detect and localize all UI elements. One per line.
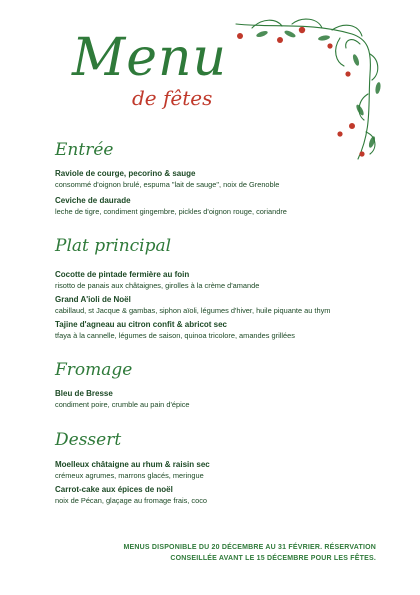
- dish-description: tfaya à la cannelle, légumes de saison, quinoa tricolore, amandes grillées: [55, 331, 295, 340]
- menu-title: Menu: [72, 28, 227, 88]
- dish-description: cabillaud, st Jacque & gambas, siphon aïoli, légumes d'hiver, huile piquante au thym: [55, 306, 331, 315]
- dish-description: noix de Pécan, glaçage au fromage frais, coco: [55, 496, 208, 505]
- dish-name: Cocotte de pintade fermière au foin: [55, 270, 190, 279]
- dish-name: Grand A'ioli de Noël: [55, 295, 131, 304]
- dish-description: crémeux agrumes, marrons glacés, meringue: [55, 471, 204, 480]
- dish-name: Raviole de courge, pecorino & sauge: [55, 169, 196, 178]
- dish-description: condiment poire, crumble au pain d'épice: [55, 400, 190, 409]
- dish-description: consommé d'oignon brulé, espuma "lait de sauge", noix de Grenoble: [55, 180, 280, 189]
- dish-name: Moelleux châtaigne au rhum & raisin sec: [55, 460, 210, 469]
- holly-garland-icon: [232, 14, 382, 164]
- section-title-plat: Plat principal: [55, 236, 172, 256]
- dish-name: Bleu de Bresse: [55, 389, 113, 398]
- dish-name: Tajine d'agneau au citron confit & abricot sec: [55, 320, 228, 329]
- dish-name: Ceviche de daurade: [55, 196, 131, 205]
- dish-description: leche de tigre, condiment gingembre, pickles d'oignon rouge, coriandre: [55, 207, 287, 216]
- footer-line: MENUS DISPONIBLE DU 20 DÉCEMBRE AU 31 FÉVRIER. RÉSERVATION: [123, 544, 376, 551]
- menu-subtitle: de fêtes: [132, 86, 213, 110]
- section-title-entree: Entrée: [55, 140, 114, 160]
- footer-notice: [60, 542, 376, 564]
- footer-line: CONSEILLÉE AVANT LE 15 DÉCEMBRE POUR LES FÊTES.: [170, 555, 376, 562]
- section-title-fromage: Fromage: [55, 360, 133, 380]
- dish-description: risotto de panais aux châtaignes, girolles à la crème d'amande: [55, 281, 260, 290]
- section-title-dessert: Dessert: [55, 430, 122, 450]
- dish-name: Carrot-cake aux épices de noël: [55, 485, 173, 494]
